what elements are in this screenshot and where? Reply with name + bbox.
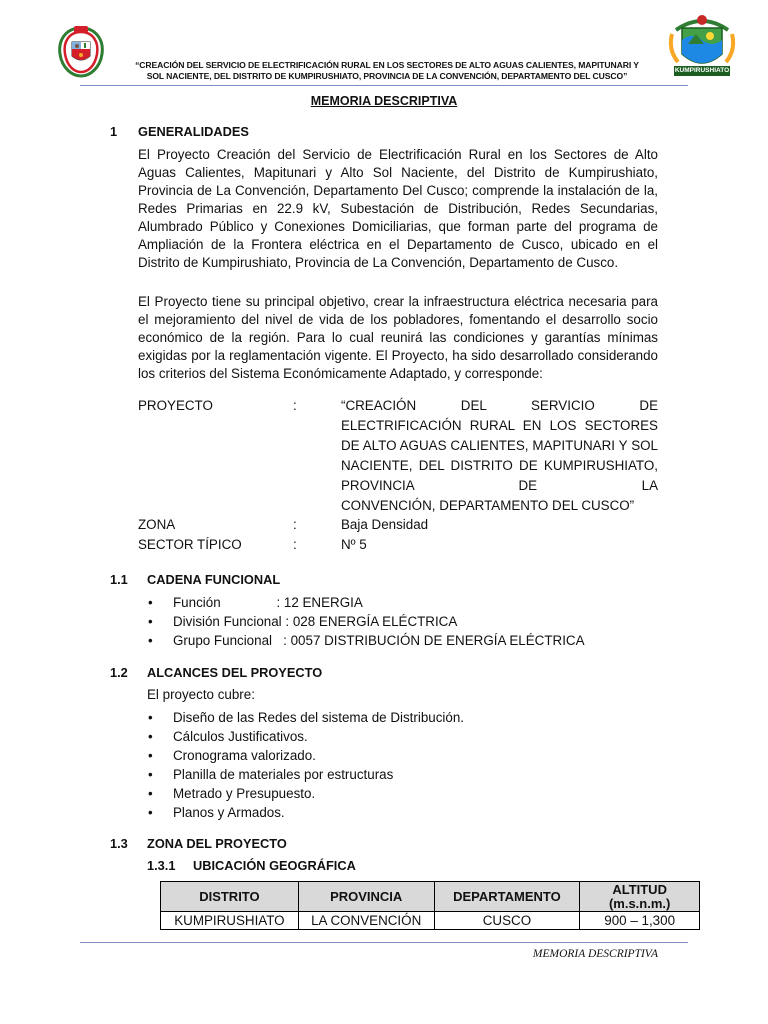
header-divider (80, 85, 688, 86)
bullet-icon: • (148, 710, 153, 725)
table-header-distrito: DISTRITO (161, 882, 299, 912)
kumpirushiato-district-logo (666, 10, 738, 84)
section-1-3-1-title: UBICACIÓN GEOGRÁFICA (193, 858, 356, 873)
sector-label: SECTOR TÍPICO (138, 537, 242, 552)
section-1-paragraph-1: El Proyecto Creación del Servicio de Electrificación Rural en los Sectores de Alto Aguas Calientes, Mapitunari y Alto Sol Naciente, del Distrito de Kumpirushiato, Provincia de La Convención, Departamento Del Cusco; comprende la instalación de la, Redes Primarias en 22.9 kV, Subestación de Distribución, Redes Secundarias, Alumbrado Público y Conexiones Domiciliarias, que forman parte del programa de Ampliación de la Frontera eléctrica en el Departamento de Cusco, ubicado en el Distrito de Kumpirushiato, Provincia de La Convención, Departamento de Cusco. (138, 147, 658, 270)
bullet-icon: • (148, 633, 153, 648)
logo-banner-text: KUMPIRUSHIATO (674, 67, 730, 74)
table-row (161, 912, 700, 930)
zona-label: ZONA (138, 517, 176, 532)
section-1-3-number: 1.3 (110, 836, 128, 851)
project-value-last-line: CONVENCIÓN, DEPARTAMENTO DEL CUSCO” (341, 498, 635, 513)
section-1-paragraph-2: El Proyecto tiene su principal objetivo, crear la infraestructura eléctrica necesaria para el mejoramiento del nivel de vida de los pobladores, fomentando el desarrollo socio económico de la región. Para lo cual reunirá las condiciones y garantías mínimas exigidas por la reglamentación vigente. El Proyecto, ha sido desarrollado considerando los criterios del Sistema Económicamente Adaptado, y corresponde: (138, 294, 658, 381)
list-item: • Grupo Funcional : 0057 DISTRIBUCIÓN DE ENERGÍA ELÉCTRICA (148, 633, 585, 648)
document-title: MEMORIA DESCRIPTIVA (310, 94, 458, 108)
project-value-main: “CREACIÓN DEL SERVICIO DE ELECTRIFICACIÓN RURAL EN LOS SECTORES DE ALTO AGUAS CALIENTES, MAPITUNARI Y SOL NACIENTE, DEL DISTRITO DE KUMPIRUSHIATO, PROVINCIA DE LA (341, 398, 658, 493)
list-item: • Cálculos Justificativos. (148, 729, 308, 744)
sector-value: Nº 5 (341, 537, 367, 552)
bullet-icon: • (148, 614, 153, 629)
bullet-icon: • (148, 729, 153, 744)
section-1-2-number: 1.2 (110, 665, 128, 680)
bullet-icon: • (148, 786, 153, 801)
ubicacion-geografica-table (160, 881, 700, 930)
table-header-altitud: ALTITUD (m.s.n.m.) (580, 882, 700, 912)
header-title-line2: SOL NACIENTE, DEL DISTRITO DE KUMPIRUSHIATO, PROVINCIA DE LA CONVENCIÓN, DEPARTAMENTO DEL CUSCO” (146, 71, 628, 81)
header-project-title (112, 60, 662, 82)
section-1-2-intro: El proyecto cubre: (147, 687, 255, 702)
cadena-funcional-list (148, 593, 585, 650)
section-1-number: 1 (110, 124, 118, 139)
section-1-3-1-number: 1.3.1 (147, 858, 176, 873)
list-item: • Función : 12 ENERGIA (148, 595, 363, 610)
section-1-title: GENERALIDADES (138, 124, 249, 139)
list-item: • Planilla de materiales por estructuras (148, 767, 394, 782)
sector-colon: : (293, 537, 297, 552)
footer-label: MEMORIA DESCRIPTIVA (532, 948, 658, 960)
table-header-departamento: DEPARTAMENTO (434, 882, 580, 912)
bullet-icon: • (148, 748, 153, 763)
alcances-list (148, 708, 465, 822)
footer-divider (80, 942, 688, 943)
table-cell-provincia: LA CONVENCIÓN (298, 912, 434, 930)
list-item: • Diseño de las Redes del sistema de Distribución. (148, 710, 465, 725)
zona-value: Baja Densidad (341, 517, 429, 532)
table-header-provincia: PROVINCIA (298, 882, 434, 912)
project-label: PROYECTO (138, 398, 213, 413)
zona-colon: : (293, 517, 297, 532)
bullet-icon: • (148, 767, 153, 782)
table-cell-altitud: 900 – 1,300 (580, 912, 700, 930)
section-1-2-title: ALCANCES DEL PROYECTO (147, 665, 323, 680)
table-cell-distrito: KUMPIRUSHIATO (161, 912, 299, 930)
project-value (341, 396, 658, 516)
header-title-line1: “CREACIÓN DEL SERVICIO DE ELECTRIFICACIÓN RURAL EN LOS SECTORES DE ALTO AGUAS CALIENTES, MAPITUNARI Y (135, 60, 639, 70)
table-header-row (161, 882, 700, 912)
section-1-1-number: 1.1 (110, 572, 128, 587)
list-item: • Metrado y Presupuesto. (148, 786, 316, 801)
bullet-icon: • (148, 805, 153, 820)
section-1-3-title: ZONA DEL PROYECTO (147, 836, 287, 851)
project-colon: : (293, 398, 297, 413)
peru-coat-of-arms-logo (52, 22, 110, 80)
bullet-icon: • (148, 595, 153, 610)
list-item: • Cronograma valorizado. (148, 748, 316, 763)
table-cell-departamento: CUSCO (434, 912, 580, 930)
list-item: • División Funcional : 028 ENERGÍA ELÉCTRICA (148, 614, 458, 629)
list-item: • Planos y Armados. (148, 805, 285, 820)
section-1-1-title: CADENA FUNCIONAL (147, 572, 281, 587)
